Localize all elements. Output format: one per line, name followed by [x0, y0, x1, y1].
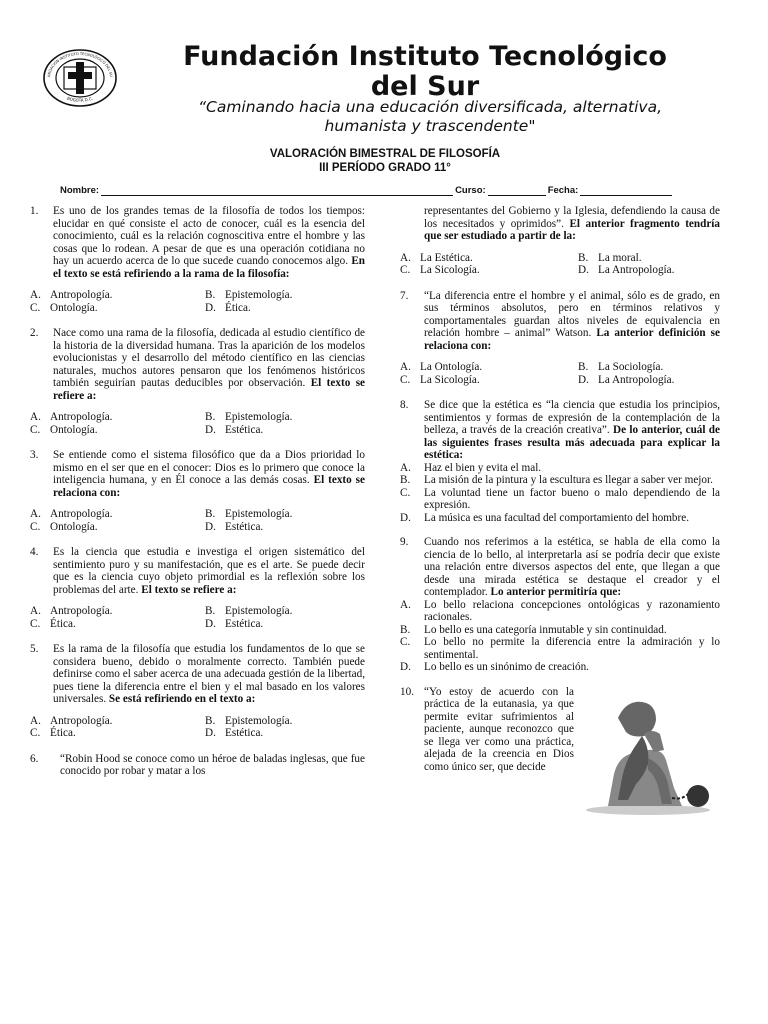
question-1 — [30, 205, 365, 280]
exam-title-line1: VALORACIÓN BIMESTRAL DE FILOSOFÍA — [269, 148, 501, 160]
option-a[interactable]: A. La Estética. — [400, 251, 473, 264]
option-c[interactable]: C. La voluntad tiene un factor bueno o malo dependiendo de la expresión. — [400, 486, 720, 511]
thinker-statue-icon — [578, 688, 718, 816]
option-a[interactable]: A. Antropología. — [30, 508, 113, 520]
question-8-options — [400, 462, 720, 525]
name-label: Nombre: — [60, 185, 100, 196]
question-text: Se entiende como el sistema filosófico que da a Dios prioridad lo mismo en el ser que en el conocer: Dios es lo primero que conoce la inteligencia humana, y en Él conoce a las demás cosas. — [53, 449, 365, 486]
question-number: 5. — [30, 643, 39, 655]
question-number: 8. — [400, 399, 409, 411]
exam-title-line2: III PERÍODO GRADO 11° — [319, 162, 451, 174]
option-a[interactable]: A. Antropología. — [30, 714, 113, 727]
option-c[interactable]: C. La Sicología. — [400, 373, 480, 386]
right-column — [400, 205, 720, 773]
question-6-options — [400, 252, 720, 277]
question-prompt: El anterior fragmento tendría que ser estudiado a partir de la: — [424, 217, 721, 242]
question-number: 9. — [400, 536, 409, 548]
question-text: Es la ciencia que estudia e investiga el origen sistemático del sentimiento puro y su manifestación, que es el arte. Se puede decir que es la ciencia cuyo objeto primordial es la reflexión sobre los problemas del arte. — [53, 546, 365, 596]
question-text: “Yo estoy de acuerdo con la práctica de la eutanasia, ya que permite evitar sufrimientos al paciente, aunque reconozco que se llega ver como una práctica, alejada de la creencia en Dios como único ser, que decide — [424, 685, 574, 773]
option-a[interactable]: A. Haz el bien y evita el mal. — [400, 461, 542, 474]
question-7-options — [400, 361, 720, 386]
option-c[interactable]: C. Ontología. — [30, 520, 98, 533]
question-5 — [30, 643, 365, 706]
question-prompt: De lo anterior, cuál de las siguientes frases resulta más adecuada para explicar la estética: — [424, 424, 720, 461]
option-c[interactable]: C. Ética. — [30, 617, 76, 630]
date-field[interactable] — [580, 185, 672, 196]
option-b[interactable]: B. Epistemología. — [205, 605, 293, 617]
option-d[interactable]: D. Estética. — [205, 727, 264, 739]
question-text: Se dice que la estética es “la ciencia que estudia los principios, sentimientos y formas de expresión de la contemplación de la belleza, a través de la creación creativa”. — [424, 399, 720, 436]
institution-logo-icon — [42, 48, 118, 108]
option-c[interactable]: C. La Sicología. — [400, 264, 480, 276]
logo-text-top: UNDACIÓN INSTITUTO TECNOLÓGICO DEL SU — [46, 51, 114, 78]
motto-line1: “Caminando hacia una educación diversificada, alternativa, — [197, 98, 662, 116]
option-b[interactable]: B. Lo bello es una categoría inmutable y sin continuidad. — [400, 623, 667, 636]
motto-line2: humanista y trascendente" — [324, 117, 536, 135]
question-text: representantes del Gobierno y la Iglesia, defendiendo la causa de los necesitados y oprimidos”. — [424, 205, 720, 230]
question-5-options — [30, 715, 365, 740]
option-c[interactable]: C. Ontología. — [30, 423, 98, 436]
question-9-options — [400, 599, 720, 674]
option-b[interactable]: B. Epistemología. — [205, 289, 293, 301]
question-text: Es uno de los grandes temas de la filosofía de todos los tiempos: elucidar en qué consiste el acto de conocer, cuál es la esencia del conocimiento, cuál es la relación cognoscitiva entre el hombre y las cosas que lo rodean. A pesar de que es una operación cotidiana no hay un acuerdo acerca de lo que sucede cuando conocemos algo. — [53, 205, 365, 267]
question-prompt: El texto se relaciona con: — [53, 474, 366, 499]
question-text: “La diferencia entre el hombre y el animal, sólo es de grado, en sus términos absolutos, pero en términos relativos y comportamentales guardan altos niveles de equivalencia en relación hombre – animal” Watson. — [424, 289, 720, 339]
question-9 — [400, 536, 720, 599]
logo-text-bottom: BOGOTÁ D.C. — [66, 95, 94, 103]
motto — [150, 98, 710, 136]
option-b[interactable]: B. Epistemología. — [205, 411, 293, 423]
question-prompt: La anterior definición se relaciona con: — [424, 327, 721, 352]
option-d[interactable]: D. Estética. — [205, 520, 264, 533]
institution-title — [130, 42, 720, 102]
question-number: 2. — [30, 327, 39, 339]
question-number: 7. — [400, 289, 409, 302]
option-c[interactable]: C. Ética. — [30, 727, 76, 739]
question-prompt: El texto se refiere a: — [141, 583, 237, 596]
question-text: Es la rama de la filosofía que estudia los fundamentos de lo que se considera bueno, debido o moralmente correcto. También puede definirse como el saber acerca de una adecuada gestión de la libertad, pues tiene la diferencia entre el bien y el mal basado en los valores universales. — [53, 643, 365, 705]
question-6-continued — [400, 205, 720, 243]
option-a[interactable]: A. Lo bello relaciona concepciones ontológicas y razonamiento racionales. — [400, 598, 720, 623]
question-10-block — [400, 686, 720, 774]
question-7 — [400, 290, 720, 353]
question-2-options — [30, 411, 365, 436]
question-number: 6. — [30, 752, 39, 765]
question-6-start — [30, 753, 365, 778]
option-a[interactable]: A. Antropología. — [30, 289, 113, 301]
question-text: Nace como una rama de la filosofía, dedicada al estudio científico de la historia de la diversidad humana. Tras la aparición de los modelos evolucionistas y el desarrollo del método científico en las ciencias naturales, muchos autores pensaron que los fenómenos históricos también seguirían pautas deducibles por observación. — [53, 327, 365, 389]
option-b[interactable]: B. La Sociología. — [578, 361, 664, 373]
course-label: Curso: — [455, 185, 486, 196]
option-b[interactable]: B. La moral. — [578, 251, 642, 264]
option-b[interactable]: B. Epistemología. — [205, 508, 293, 520]
exam-title — [150, 147, 620, 175]
institution-title-line1: Fundación Instituto Tecnológico — [183, 41, 667, 72]
question-prompt: En el texto se está refiriendo a la rama de la filosofía: — [53, 255, 366, 280]
question-10 — [400, 686, 574, 774]
option-a[interactable]: A. Antropología. — [30, 605, 113, 617]
option-c[interactable]: C. Ontología. — [30, 301, 98, 314]
question-1-options — [30, 289, 365, 314]
student-info-line — [60, 185, 710, 196]
question-3-options — [30, 508, 365, 533]
option-c[interactable]: C. Lo bello no permite la diferencia entre la admiración y lo sentimental. — [400, 636, 720, 661]
question-4 — [30, 546, 365, 596]
question-4-options — [30, 605, 365, 630]
option-d[interactable]: D. La Antropología. — [578, 264, 675, 276]
option-d[interactable]: D. Estética. — [205, 617, 264, 630]
option-d[interactable]: D. Ética. — [205, 301, 251, 314]
question-number: 1. — [30, 205, 39, 217]
option-d[interactable]: D. Estética. — [205, 423, 264, 436]
course-field[interactable] — [488, 185, 546, 196]
option-d[interactable]: D. La música es una facultad del comportamiento del hombre. — [400, 511, 689, 524]
date-label: Fecha: — [547, 185, 579, 196]
question-3 — [30, 449, 365, 499]
option-a[interactable]: A. La Ontología. — [400, 361, 483, 373]
question-number: 10. — [400, 685, 414, 698]
name-field[interactable] — [101, 185, 453, 196]
question-text: “Robin Hood se conoce como un héroe de baladas inglesas, que fue conocido por robar y matar a los — [60, 752, 365, 777]
left-column — [30, 205, 365, 787]
option-a[interactable]: A. Antropología. — [30, 411, 113, 423]
institution-title-line2: del Sur — [370, 71, 480, 102]
option-b[interactable]: B. Epistemología. — [205, 714, 293, 727]
question-number: 4. — [30, 546, 39, 558]
question-number: 3. — [30, 449, 39, 461]
question-2 — [30, 327, 365, 402]
question-prompt: Se está refiriendo en el texto a: — [108, 693, 256, 705]
question-prompt: El texto se refiere a: — [53, 377, 366, 402]
option-d[interactable]: D. Lo bello es un sinónimo de creación. — [400, 661, 589, 673]
option-d[interactable]: D. La Antropología. — [578, 373, 675, 386]
question-8 — [400, 399, 720, 462]
option-b[interactable]: B. La misión de la pintura y la escultura es llegar a saber ver mejor. — [400, 474, 713, 486]
question-prompt: Lo anterior permitiría que: — [490, 586, 622, 598]
question-text: Cuando nos referimos a la estética, se habla de ella como la ciencia de lo bello, al interpretarla así se podría decir que existe una relación entre diversos aspectos del ente, que llegan a que desde una mirada estética se destaque el creador y el contemplador. — [424, 536, 720, 598]
